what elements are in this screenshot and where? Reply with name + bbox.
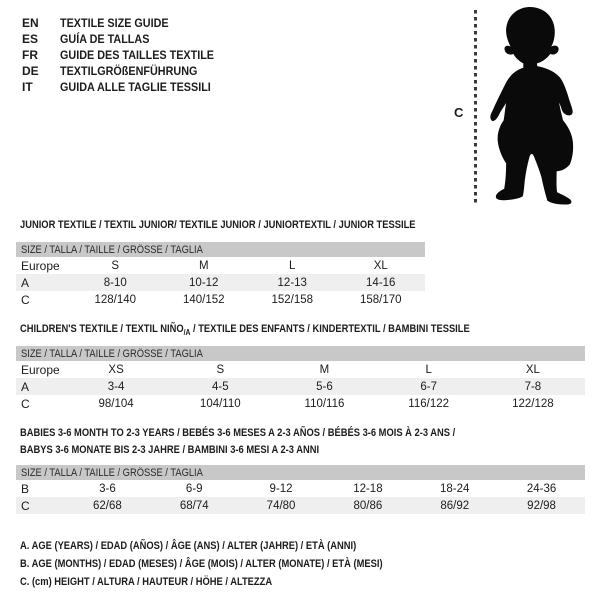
language-label: GUIDE DES TAILLES TEXTILE — [60, 48, 215, 62]
size-cell: 14-16 — [337, 274, 426, 291]
size-table-children — [16, 346, 585, 412]
table-row — [16, 274, 425, 291]
size-cell: 98/104 — [98, 397, 134, 410]
height-measure-label: C — [454, 105, 464, 120]
size-cell: 116/122 — [408, 397, 450, 410]
table-row — [16, 395, 585, 412]
size-cell: M — [198, 259, 209, 272]
language-row — [22, 31, 231, 47]
footnotes — [20, 537, 447, 591]
size-header-bar — [16, 242, 425, 257]
size-cell: 3-6 — [99, 482, 116, 495]
size-header-row — [16, 242, 425, 257]
size-cell: 10-12 — [160, 274, 249, 291]
size-header-label: SIZE / TALLA / TAILLE / GRÖSSE / TAGLIA — [21, 243, 203, 256]
language-label: TEXTILGRÖßENFÜHRUNG — [60, 64, 198, 78]
section-title-children — [20, 321, 470, 341]
size-cell: S — [111, 259, 120, 272]
size-cell: S — [216, 363, 225, 376]
size-cell: 5-6 — [272, 378, 376, 395]
size-cell: 140/152 — [182, 293, 225, 306]
size-header-row — [16, 465, 585, 480]
size-header-bar — [16, 346, 585, 361]
size-header-row — [16, 346, 585, 361]
height-measure-dashed-line — [474, 10, 477, 206]
size-table-junior — [16, 242, 425, 308]
size-cell: 158/170 — [359, 293, 402, 306]
size-cell: 122/128 — [512, 397, 554, 410]
table-row — [16, 480, 585, 497]
size-cell: 86/92 — [411, 497, 498, 514]
language-row — [22, 47, 231, 63]
table-row — [16, 361, 585, 378]
baby-silhouette-icon — [482, 4, 594, 206]
row-label-cell: Europe — [21, 258, 60, 273]
footnote-b: B. AGE (MONTHS) / EDAD (MESES) / ÂGE (MOIS) / ALTER (MONATE) / ETÀ (MESI) — [20, 558, 383, 570]
size-cell: M — [319, 363, 330, 376]
size-cell: 12-18 — [353, 482, 383, 495]
size-cell: 6-7 — [377, 378, 481, 395]
language-row — [22, 15, 231, 31]
section-title-subscript: /A — [183, 328, 191, 338]
size-cell: 24-36 — [526, 482, 557, 495]
size-cell: 18-24 — [440, 482, 470, 495]
table-row — [16, 257, 425, 274]
language-label: GUIDA ALLE TAGLIE TESSILI — [60, 80, 211, 94]
language-row — [22, 63, 231, 79]
section-title-text: / TEXTILE DES ENFANTS / KINDERTEXTIL / BAMBINI TESSILE — [190, 323, 470, 335]
language-code: FR — [22, 48, 38, 62]
language-code: EN — [22, 16, 39, 30]
language-code: DE — [22, 64, 39, 78]
size-cell: 110/116 — [304, 397, 345, 410]
size-cell: 6-9 — [185, 482, 203, 495]
size-cell: 104/110 — [199, 397, 241, 410]
section-title-line1: BABIES 3-6 MONTH TO 2-3 YEARS / BEBÉS 3-6 MESES A 2-3 AÑOS / BÉBÉS 3-6 MOIS À 2-3 ANS / — [20, 427, 456, 439]
row-label-cell: A — [16, 378, 64, 395]
size-cell: 12-13 — [248, 274, 337, 291]
section-title-text: CHILDREN'S TEXTILE / TEXTIL NIÑO — [20, 323, 184, 335]
size-header-label: SIZE / TALLA / TAILLE / GRÖSSE / TAGLIA — [21, 347, 203, 360]
size-cell: L — [425, 363, 432, 376]
size-cell: 9-12 — [269, 482, 293, 495]
size-cell: 68/74 — [151, 497, 238, 514]
row-label-cell: C — [16, 497, 64, 514]
size-cell: XS — [108, 363, 124, 376]
table-row — [16, 291, 425, 308]
language-code: IT — [22, 80, 33, 94]
table-row — [16, 378, 585, 395]
size-cell: XL — [373, 259, 388, 272]
size-cell: 8-10 — [71, 274, 160, 291]
size-table-babies — [16, 465, 585, 514]
language-label: GUÍA DE TALLAS — [60, 32, 150, 46]
size-cell: 128/140 — [94, 293, 137, 306]
footnote-a: A. AGE (YEARS) / EDAD (AÑOS) / ÂGE (ANS) / ALTER (JAHRE) / ETÀ (ANNI) — [20, 540, 357, 552]
size-cell: 62/68 — [64, 497, 151, 514]
size-cell: L — [289, 259, 296, 272]
size-cell: 74/80 — [238, 497, 325, 514]
language-list — [22, 15, 231, 95]
size-cell: 7-8 — [481, 378, 585, 395]
size-header-bar — [16, 465, 585, 480]
row-label-cell: A — [16, 274, 71, 291]
size-cell: 92/98 — [498, 497, 585, 514]
size-cell: 3-4 — [64, 378, 168, 395]
section-title-babies — [20, 425, 455, 459]
section-title-junior: JUNIOR TEXTILE / TEXTIL JUNIOR/ TEXTILE JUNIOR / JUNIORTEXTIL / JUNIOR TESSILE — [20, 219, 416, 231]
section-title-line2: BABYS 3-6 MONATE BIS 2-3 JAHRE / BAMBINI 3-6 MESI A 2-3 ANNI — [20, 444, 320, 456]
size-cell: 80/86 — [324, 497, 411, 514]
language-label: TEXTILE SIZE GUIDE — [60, 16, 169, 30]
size-header-label: SIZE / TALLA / TAILLE / GRÖSSE / TAGLIA — [21, 466, 203, 479]
language-code: ES — [22, 32, 39, 46]
size-cell: 152/158 — [271, 293, 314, 306]
row-label-cell: Europe — [21, 362, 60, 377]
row-label-cell: B — [21, 481, 30, 496]
row-label-cell: C — [21, 396, 30, 411]
footnote-c: C. (cm) HEIGHT / ALTURA / HAUTEUR / HÖHE / ALTEZZA — [20, 576, 273, 588]
language-row — [22, 79, 231, 95]
size-cell: 4-5 — [168, 378, 272, 395]
size-cell: XL — [525, 363, 540, 376]
row-label-cell: C — [21, 292, 30, 307]
table-row — [16, 497, 585, 514]
